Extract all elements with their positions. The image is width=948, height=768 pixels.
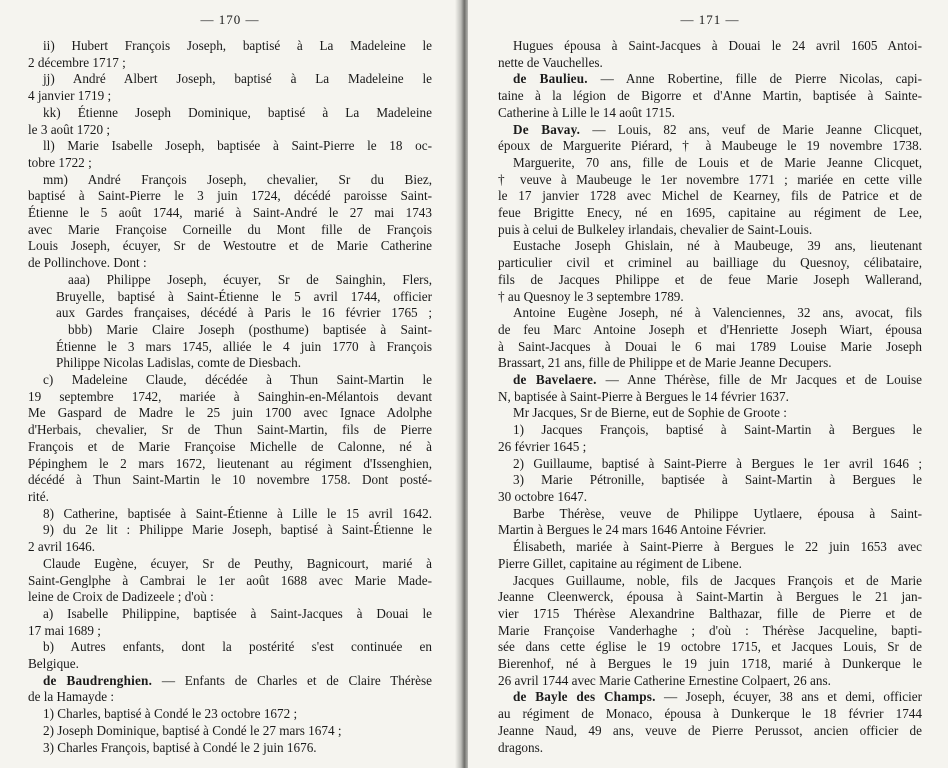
text-line: Philippe Nicolas Ladislas, comte de Diesbach. (56, 355, 302, 371)
text-line: bbb) Marie Claire Joseph (posthume) baptisée à Saint- (68, 321, 432, 337)
text-line: † veuve à Maubeuge le 1er novembre 1771 ; mariée en cette ville (498, 171, 922, 187)
text-line: Saint-Genglphe à Cambrai le 1er août 1688 avec Marie Made- (28, 572, 432, 588)
text-line: de Baudrenghien. — Enfants de Charles et de Claire Thérèse (43, 672, 432, 688)
text-line: ll) Marie Isabelle Joseph, baptisée à Saint-Pierre le 18 oc- (43, 138, 432, 154)
text-line: ii) Hubert François Joseph, baptisé à La Madeleine le (43, 38, 432, 53)
text-line: particulier civil et criminel au bailliage du Quesnoy, célibataire, (498, 255, 922, 271)
text-line: de feu Marc Antoine Joseph et d'Henriette Joseph Wiart, épousa (498, 321, 922, 337)
text-line: à Saint-Jacques à Douai le 6 mai 1789 Louise Marie Joseph (498, 338, 922, 354)
text-line: feue Brigitte Enecy, né en 1695, capitaine au régiment de Lee, (498, 205, 922, 221)
text-line: de Bavelaere. — Anne Thérèse, fille de Mr Jacques et de Louise (513, 372, 922, 388)
family-name-heading: de Bavelaere. (513, 372, 597, 388)
family-name-heading: de Bayle des Champs. (513, 689, 656, 705)
family-name-heading: de Baulieu. (513, 71, 588, 87)
text-line: Martin à Bergues le 24 mars 1646 Antoine Février. (498, 522, 767, 538)
text-line: Louis Joseph, écuyer, Sr de Westoutre et de Marie Catherine (28, 238, 432, 254)
page-number-left: — 170 — (200, 12, 260, 27)
text-line: † au Quesnoy le 3 septembre 1789. (498, 288, 684, 304)
text-line: Bierenhof, né à Bergues le 19 juin 1718, marié à Dunkerque le (498, 656, 922, 672)
left-page (0, 0, 460, 768)
text-line: b) Autres enfants, dont la postérité s'est continuée en (43, 639, 432, 655)
text-line: 9) du 2e lit : Philippe Marie Joseph, baptisé à Saint-Étienne le (43, 522, 432, 538)
text-line: 3) Charles François, baptisé à Condé le 2 juin 1676. (43, 739, 317, 755)
left-page-body (28, 38, 432, 756)
text-line: kk) Étienne Joseph Dominique, baptisé à La Madeleine (43, 104, 432, 120)
text-line: Bruyelle, baptisé à Saint-Étienne le 5 avril 1744, officier (56, 288, 432, 304)
text-line: dragons. (498, 739, 544, 755)
page-number-right: — 171 — (680, 12, 740, 27)
text-line: le 3 août 1720 ; (28, 121, 111, 137)
right-page (468, 0, 948, 768)
text-line: Belgique. (28, 656, 79, 672)
text-line: Me Gaspard de Madre le 25 juin 1700 avec Ignace Adolphe (28, 405, 432, 421)
text-line: de Baulieu. — Anne Robertine, fille de Pierre Nicolas, capi- (513, 71, 922, 87)
text-line: de Pollinchove. Dont : (28, 255, 147, 271)
text-line: De Bavay. — Louis, 82 ans, veuf de Marie Jeanne Clicquet, (513, 121, 923, 137)
text-line: 2) Joseph Dominique, baptisé à Condé le 27 mars 1674 ; (43, 722, 342, 738)
text-line: Antoine Eugène Joseph, né à Valenciennes, 32 ans, avocat, fils (513, 305, 922, 321)
text-line: 2) Guillaume, baptisé à Saint-Pierre à Bergues le 1er avril 1646 ; (513, 455, 922, 471)
text-line: 3) Marie Pétronille, baptisée à Saint-Martin à Bergues le (513, 472, 922, 488)
text-line: N, baptisée à Saint-Pierre à Bergues le 14 février 1637. (498, 388, 789, 404)
text-line: Élisabeth, mariée à Saint-Pierre à Bergues le 22 juin 1653 avec (513, 539, 922, 555)
text-line: aaa) Philippe Joseph, écuyer, Sr de Sainghin, Flers, (68, 271, 432, 287)
text-line: Mr Jacques, Sr de Bierne, eut de Sophie de Groote : (513, 405, 787, 421)
text-line: rité. (28, 488, 49, 504)
text-line: 2 avril 1646. (28, 539, 96, 555)
text-line: leine de Croix de Dadizeele ; d'où : (28, 589, 214, 605)
text-line: Étienne le 3 mars 1745, alliée le 4 juin 1770 à François (56, 338, 432, 354)
text-line: Pierre Gillet, capitaine au régiment de Libene. (498, 555, 742, 571)
text-line: 19 septembre 1742, mariée à Sainghin-en-Mélantois devant (28, 388, 432, 404)
text-line: Catherine à Lille le 14 août 1715. (498, 104, 675, 120)
right-page-body (498, 38, 922, 756)
family-name-heading: de Baudrenghien. (43, 672, 153, 688)
text-line: au régiment de Monaco, épousa à Dunkerque le 18 février 1744 (498, 706, 922, 722)
text-line: baptisé à Saint-Pierre le 3 juin 1724, décédé paroisse Saint- (28, 188, 432, 204)
text-line: 1) Charles, baptisé à Condé le 23 octobre 1672 ; (43, 706, 298, 722)
text-line: de Bayle des Champs. — Joseph, écuyer, 38 ans et demi, officier (513, 689, 922, 705)
text-line: puis à celui de Bulkeley irlandais, chevalier de Saint-Louis. (498, 221, 813, 237)
text-line: fils de Jacques Philippe et de feue Marie Joseph Wallerand, (498, 271, 922, 287)
text-line: avec Marie Françoise Corneille du Mont fille de François (28, 221, 432, 237)
text-line: Marie Françoise Vanderhaghe ; d'où : Thérèse Jacqueline, bapti- (498, 622, 922, 638)
text-line: Barbe Thérèse, veuve de Philippe Uytlaere, épousa à Saint- (513, 505, 922, 521)
text-line: Jeanne Cleenwerck, épousa à Saint-Martin à Bergues le 21 jan- (498, 589, 922, 605)
text-line: le 17 janvier 1728 avec Michel de Kearney, fils de Patrice et de (498, 188, 922, 204)
text-line: a) Isabelle Philippine, baptisée à Saint-Jacques à Douai le (43, 605, 432, 621)
text-line: 1) Jacques François, baptisé à Saint-Martin à Bergues le (513, 422, 922, 438)
text-line: 26 avril 1744 avec Marie Catherine Ernestine Colpaert, 26 ans. (498, 672, 831, 688)
text-line: Jeanne Naud, 49 ans, veuve de Pierre Perussot, ancien officier de (498, 722, 922, 738)
family-name-heading: De Bavay. (513, 121, 581, 137)
text-line: Pépinghem le 2 mars 1672, lieutenant au régiment d'Issenghien, (28, 455, 432, 471)
text-line: Eustache Joseph Ghislain, né à Maubeuge, 39 ans, lieutenant (513, 238, 922, 254)
text-line: aux Gardes françaises, décédé à Paris le 16 février 1765 ; (56, 305, 432, 321)
text-line: nette de Vauchelles. (498, 54, 603, 70)
text-line: 2 décembre 1717 ; (28, 54, 126, 70)
text-line: François et de Marie Françoise Michelle de Calonne, né à (28, 438, 432, 454)
text-line: tobre 1722 ; (28, 154, 92, 170)
text-line: c) Madeleine Claude, décédée à Thun Saint-Martin le (43, 372, 432, 388)
text-line: 8) Catherine, baptisée à Saint-Étienne à Lille le 15 avril 1642. (43, 505, 432, 521)
text-line: 26 février 1645 ; (498, 438, 587, 454)
text-line: Jacques Guillaume, noble, fils de Jacques François et de Marie (513, 572, 922, 588)
text-line: 30 octobre 1647. (498, 488, 587, 504)
text-line: jj) André Albert Joseph, baptisé à La Madeleine le (43, 71, 432, 87)
text-line: mm) André François Joseph, chevalier, Sr du Biez, (43, 171, 432, 187)
text-line: 17 mai 1689 ; (28, 622, 101, 638)
text-line: époux de Marguerite Piérard, † à Maubeuge le 19 novembre 1738. (498, 138, 922, 154)
text-line: 4 janvier 1719 ; (28, 88, 112, 104)
text-line: Claude Eugène, écuyer, Sr de Peuthy, Bagnicourt, marié à (43, 555, 432, 571)
text-line: taine à la légion de Bigorre et d'Anne Martin, baptisée à Sainte- (498, 88, 922, 104)
text-line: d'Herbais, chevalier, Sr de Thun Saint-Martin, fils de Pierre (28, 422, 432, 438)
text-line: Brassart, 21 ans, fille de Philippe et de Marie Jeanne Decupers. (498, 355, 832, 371)
text-line: vier 1715 Thérèse Alexandrine Balthazar, fille de Pierre et de (498, 605, 922, 621)
text-line: décédé à Thun Saint-Martin le 10 novembre 1758. Dont posté- (28, 472, 432, 488)
text-line: Étienne le 5 août 1744, marié à Saint-André le 27 mai 1743 (28, 205, 432, 221)
text-line: Marguerite, 70 ans, fille de Louis et de Marie Jeanne Clicquet, (513, 154, 922, 170)
text-line: sée dans cette église le 19 octobre 1715, et Jacques Louis, Sr de (498, 639, 922, 655)
text-line: de la Hamayde : (28, 689, 115, 705)
text-line: Hugues épousa à Saint-Jacques à Douai le 24 avril 1605 Antoi- (513, 38, 922, 53)
